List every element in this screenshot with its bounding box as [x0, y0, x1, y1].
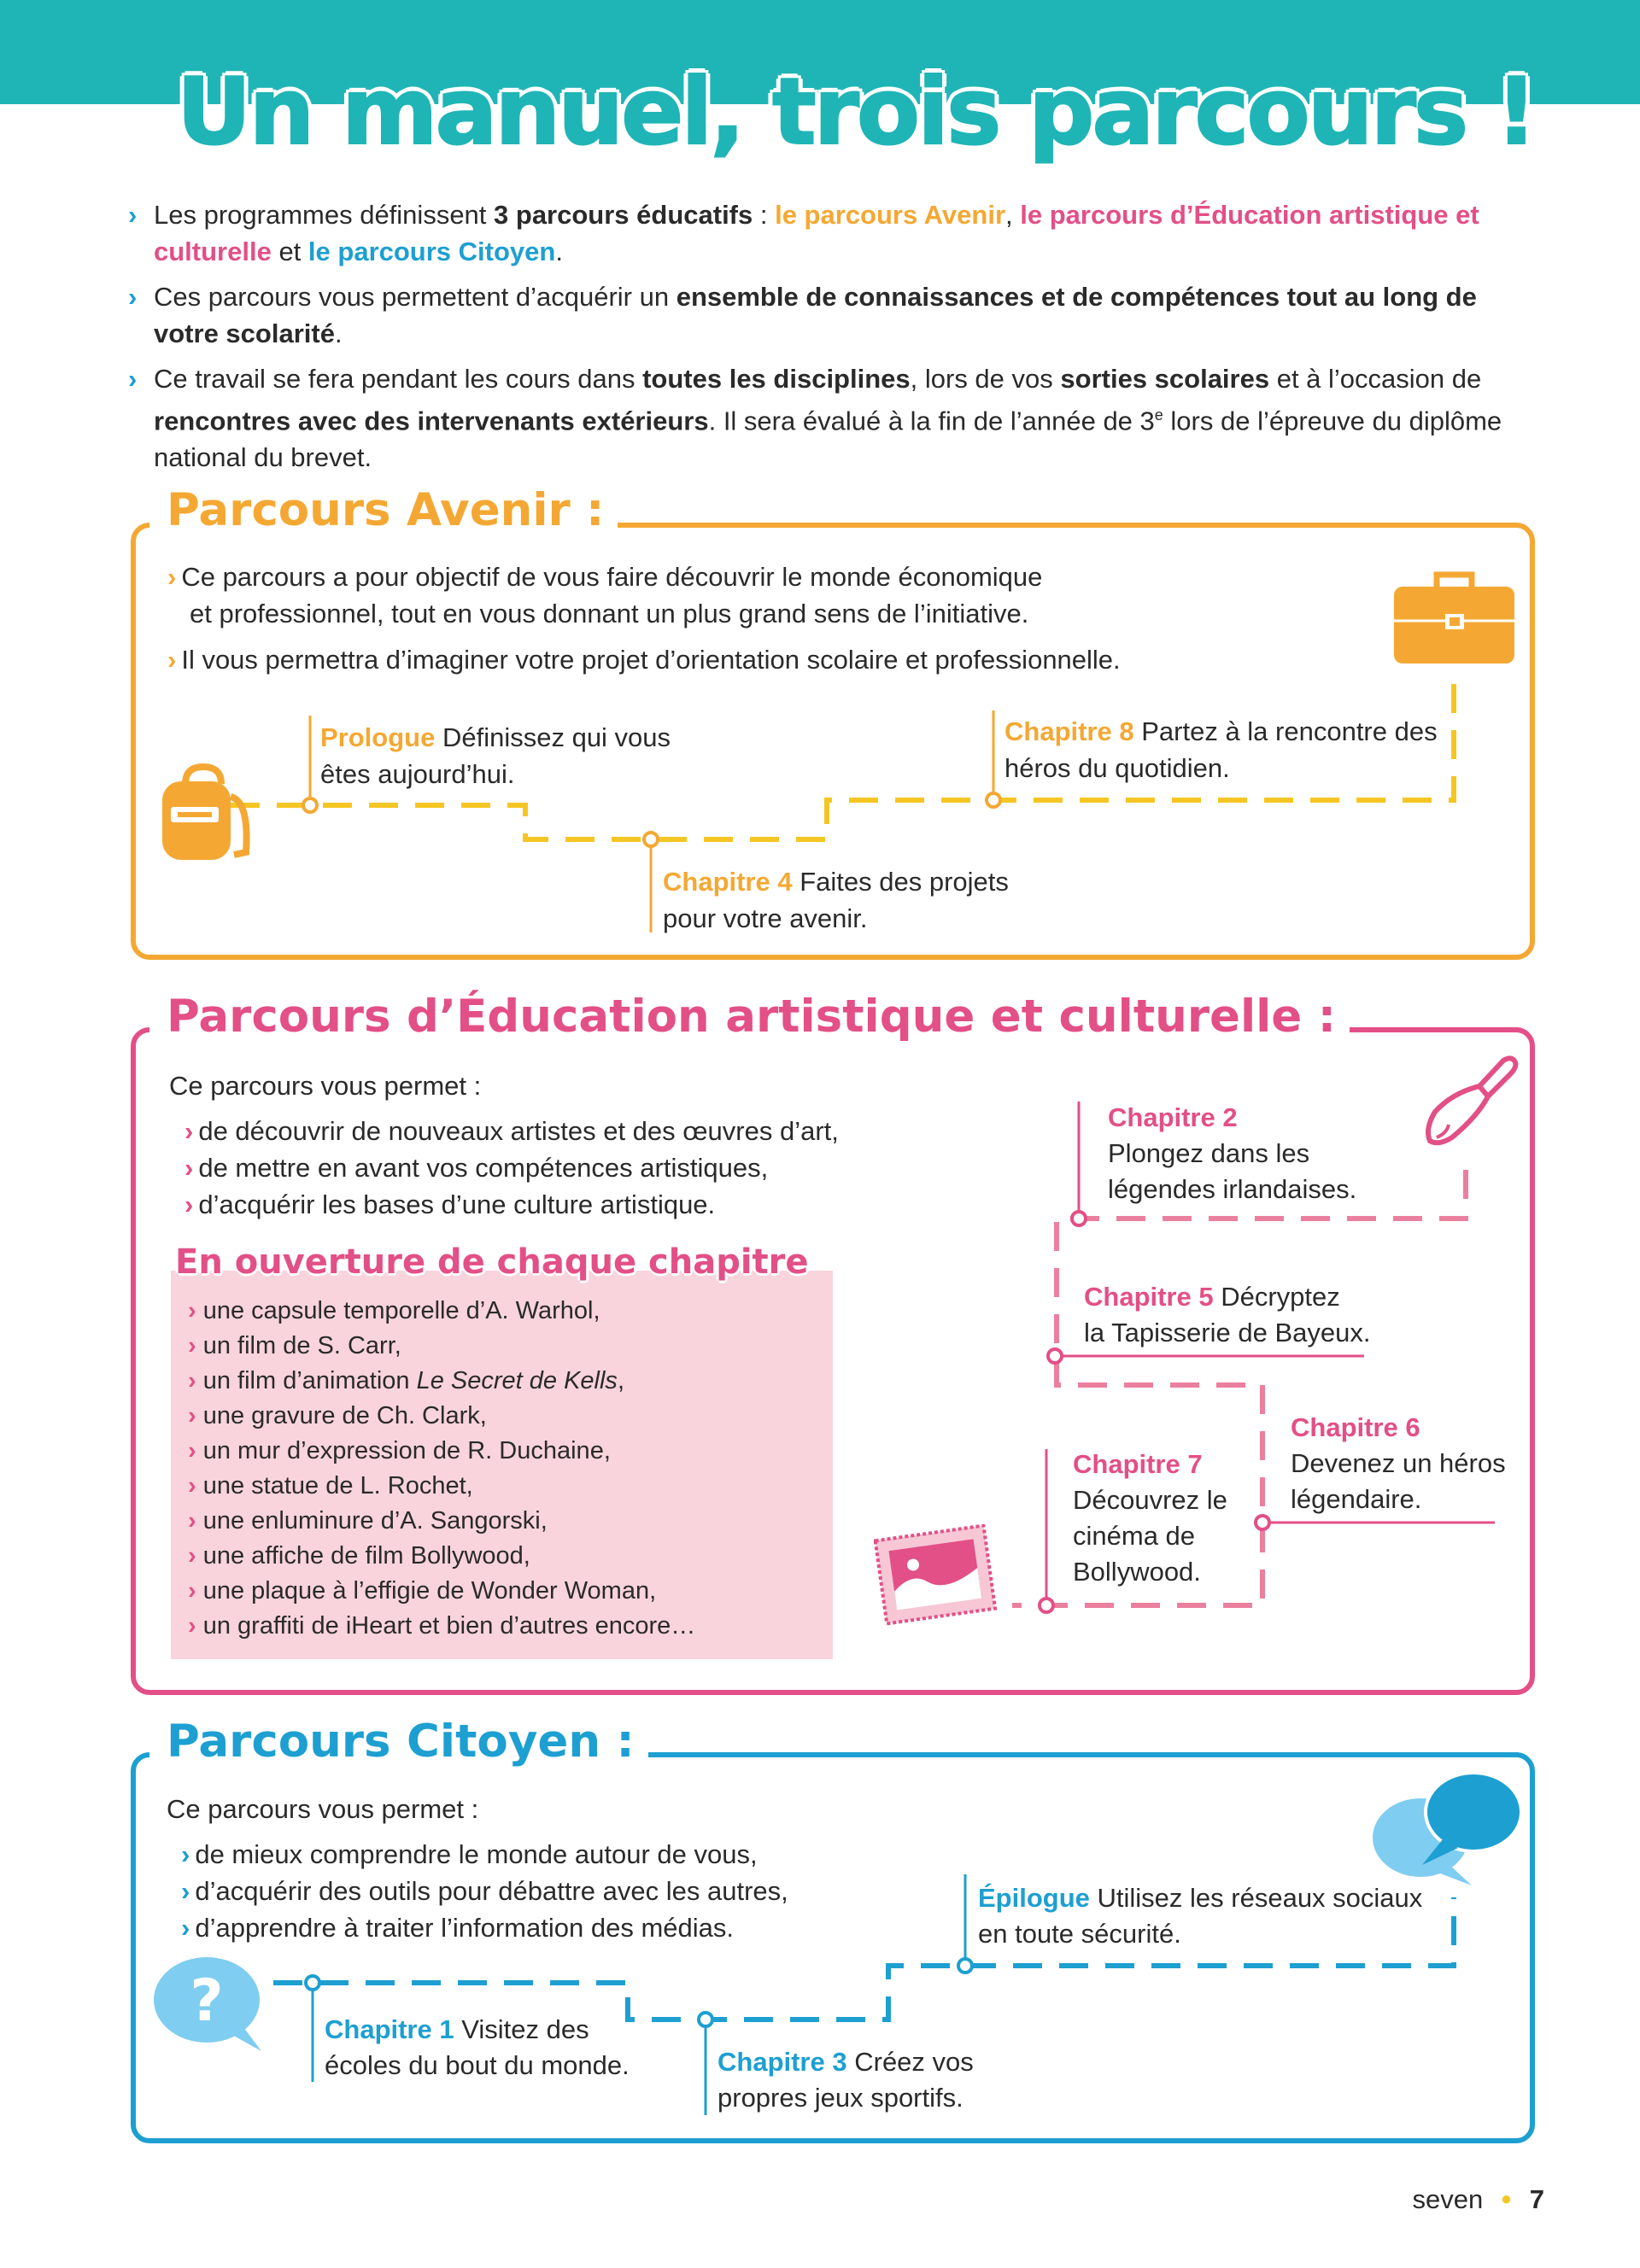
chevron-right-icon: ›	[128, 282, 138, 312]
intro-paragraph: › Ce travail se fera pendant les cours dans toutes les disciplines, lors de vos sorties scolaires et à l’occasion de rencontres avec des intervenants extérieurs. Il sera évalué à la fin de l’année de 3e lors de l’épreuve du diplôme national du brevet.	[128, 360, 1538, 476]
citoyen-stop-chapitre-1-text: écoles du bout du monde.	[325, 2050, 630, 2080]
eac-bullet: › de découvrir de nouveaux artistes et des œuvres d’art,	[184, 1113, 839, 1149]
eac-intro: Ce parcours vous permet :	[169, 1071, 482, 1101]
chevron-right-icon: ›	[128, 200, 138, 230]
eac-stop-chapitre-7: Chapitre 7	[1073, 1449, 1203, 1479]
list-item: › une enluminure d’A. Sangorski,	[188, 1504, 695, 1539]
chevron-right-icon: ›	[167, 645, 177, 675]
chevron-right-icon: ›	[181, 1839, 190, 1869]
list-item: › un mur d’expression de R. Duchaine,	[188, 1434, 695, 1469]
citoyen-stop-epilogue: Épilogue Utilisez les réseaux sociaux	[978, 1883, 1423, 1913]
eac-bullet: › de mettre en avant vos compétences artistiques,	[184, 1149, 768, 1186]
list-item: › un film d’animation Le Secret de Kells,	[188, 1364, 695, 1399]
avenir-stop-chapitre-4: Chapitre 4 Faites des projets	[663, 867, 1009, 897]
question-mark: ?	[190, 1967, 224, 2035]
citoyen-stop-chapitre-3-text: propres jeux sportifs.	[718, 2083, 964, 2113]
chevron-right-icon: ›	[188, 1367, 196, 1394]
eac-stop-chapitre-7-text: cinéma de	[1073, 1521, 1196, 1551]
chevron-right-icon: ›	[184, 1190, 194, 1219]
page-title: Un manuel, trois parcours !	[176, 59, 1535, 166]
avenir-stop-prologue-text: êtes aujourd’hui.	[320, 759, 515, 789]
avenir-bullet-continued: et professionnel, tout en vous donnant un plus grand sens de l’initiative.	[190, 599, 1029, 628]
chevron-right-icon: ›	[167, 562, 177, 592]
chevron-right-icon: ›	[188, 1332, 196, 1359]
chevron-right-icon: ›	[188, 1437, 196, 1464]
list-item: › une capsule temporelle d’A. Warhol,	[188, 1294, 695, 1329]
list-item: › une plaque à l’effigie de Wonder Woman,	[188, 1574, 695, 1609]
chevron-right-icon: ›	[188, 1612, 196, 1640]
page-number: 7	[1529, 2184, 1544, 2214]
avenir-stop-prologue: Prologue Définissez qui vous	[320, 722, 671, 752]
chevron-right-icon: ›	[188, 1507, 196, 1534]
chevron-right-icon: ›	[188, 1542, 196, 1569]
citoyen-stop-epilogue-text: en toute sécurité.	[978, 1919, 1181, 1949]
citoyen-stop-chapitre-1: Chapitre 1 Visitez des	[325, 2014, 589, 2044]
intro-paragraph: › Les programmes définissent 3 parcours éducatifs : le parcours Avenir, le parcours d’Éducation artistique et culturelle et le parcours Citoyen.	[128, 196, 1538, 270]
eac-stop-chapitre-7-text: Bollywood.	[1073, 1557, 1201, 1587]
chevron-right-icon: ›	[188, 1577, 196, 1605]
chevron-right-icon: ›	[184, 1153, 194, 1183]
speech-bubbles-icon	[1371, 1769, 1525, 1889]
avenir-bullet: › Ce parcours a pour objectif de vous faire découvrir le monde économique	[167, 558, 1042, 595]
eac-stop-chapitre-6-text: légendaire.	[1291, 1484, 1422, 1514]
dot-icon: ●	[1500, 2188, 1513, 2209]
list-item: › une statue de L. Rochet,	[188, 1469, 695, 1504]
avenir-bullet: › Il vous permettra d’imaginer votre projet d’orientation scolaire et professionnelle.	[167, 641, 1121, 678]
chevron-right-icon: ›	[181, 1876, 190, 1906]
chevron-right-icon: ›	[188, 1472, 196, 1499]
list-item: › une affiche de film Bollywood,	[188, 1539, 695, 1574]
eac-bullet: › d’acquérir les bases d’une culture artistique.	[184, 1186, 715, 1223]
citoyen-bullet: › d’apprendre à traiter l’information des médias.	[181, 1909, 734, 1946]
eac-stop-chapitre-6: Chapitre 6	[1291, 1412, 1420, 1442]
avenir-stop-chapitre-8: Chapitre 8 Partez à la rencontre des	[1004, 716, 1438, 746]
citoyen-title: Parcours Citoyen :	[149, 1712, 648, 1772]
citoyen-bullet: › d’acquérir des outils pour débattre avec les autres,	[181, 1873, 788, 1909]
chevron-right-icon: ›	[128, 364, 138, 394]
chevron-right-icon: ›	[188, 1402, 196, 1429]
eac-stop-chapitre-6-text: Devenez un héros	[1291, 1448, 1506, 1478]
chevron-right-icon: ›	[184, 1116, 194, 1146]
eac-stop-chapitre-7-text: Découvrez le	[1073, 1485, 1227, 1515]
avenir-stop-chapitre-8-text: héros du quotidien.	[1004, 753, 1230, 783]
citoyen-intro: Ce parcours vous permet :	[167, 1794, 479, 1824]
page-word: seven	[1412, 2184, 1484, 2214]
eac-stop-chapitre-2-text: Plongez dans les	[1108, 1138, 1310, 1168]
ouverture-title: En ouverture de chaque chapitre	[175, 1242, 809, 1282]
eac-stop-chapitre-2-text: légendes irlandaises.	[1108, 1174, 1357, 1204]
citoyen-stop-chapitre-3: Chapitre 3 Créez vos	[718, 2047, 974, 2077]
citoyen-bullet: › de mieux comprendre le monde autour de vous,	[181, 1836, 758, 1873]
eac-stop-chapitre-5: Chapitre 5 Décryptez	[1084, 1282, 1340, 1312]
eac-stop-chapitre-2: Chapitre 2	[1108, 1102, 1238, 1132]
list-item: › un graffiti de iHeart et bien d’autres encore…	[188, 1609, 695, 1644]
page-footer	[1412, 2184, 1544, 2215]
chevron-right-icon: ›	[181, 1913, 190, 1943]
avenir-title: Parcours Avenir :	[149, 481, 618, 541]
list-item: › un film de S. Carr,	[188, 1329, 695, 1364]
avenir-stop-chapitre-4-text: pour votre avenir.	[663, 903, 868, 933]
chevron-right-icon: ›	[188, 1297, 196, 1324]
eac-stop-chapitre-5-text: la Tapisserie de Bayeux.	[1084, 1318, 1371, 1347]
question-bubble-icon	[152, 1955, 267, 2054]
list-item: › une gravure de Ch. Clark,	[188, 1399, 695, 1434]
eac-title: Parcours d’Éducation artistique et culturelle :	[149, 987, 1350, 1047]
intro-paragraph: › Ces parcours vous permettent d’acquérir un ensemble de connaissances et de compétences tout au long de votre scolarité.	[128, 278, 1538, 352]
